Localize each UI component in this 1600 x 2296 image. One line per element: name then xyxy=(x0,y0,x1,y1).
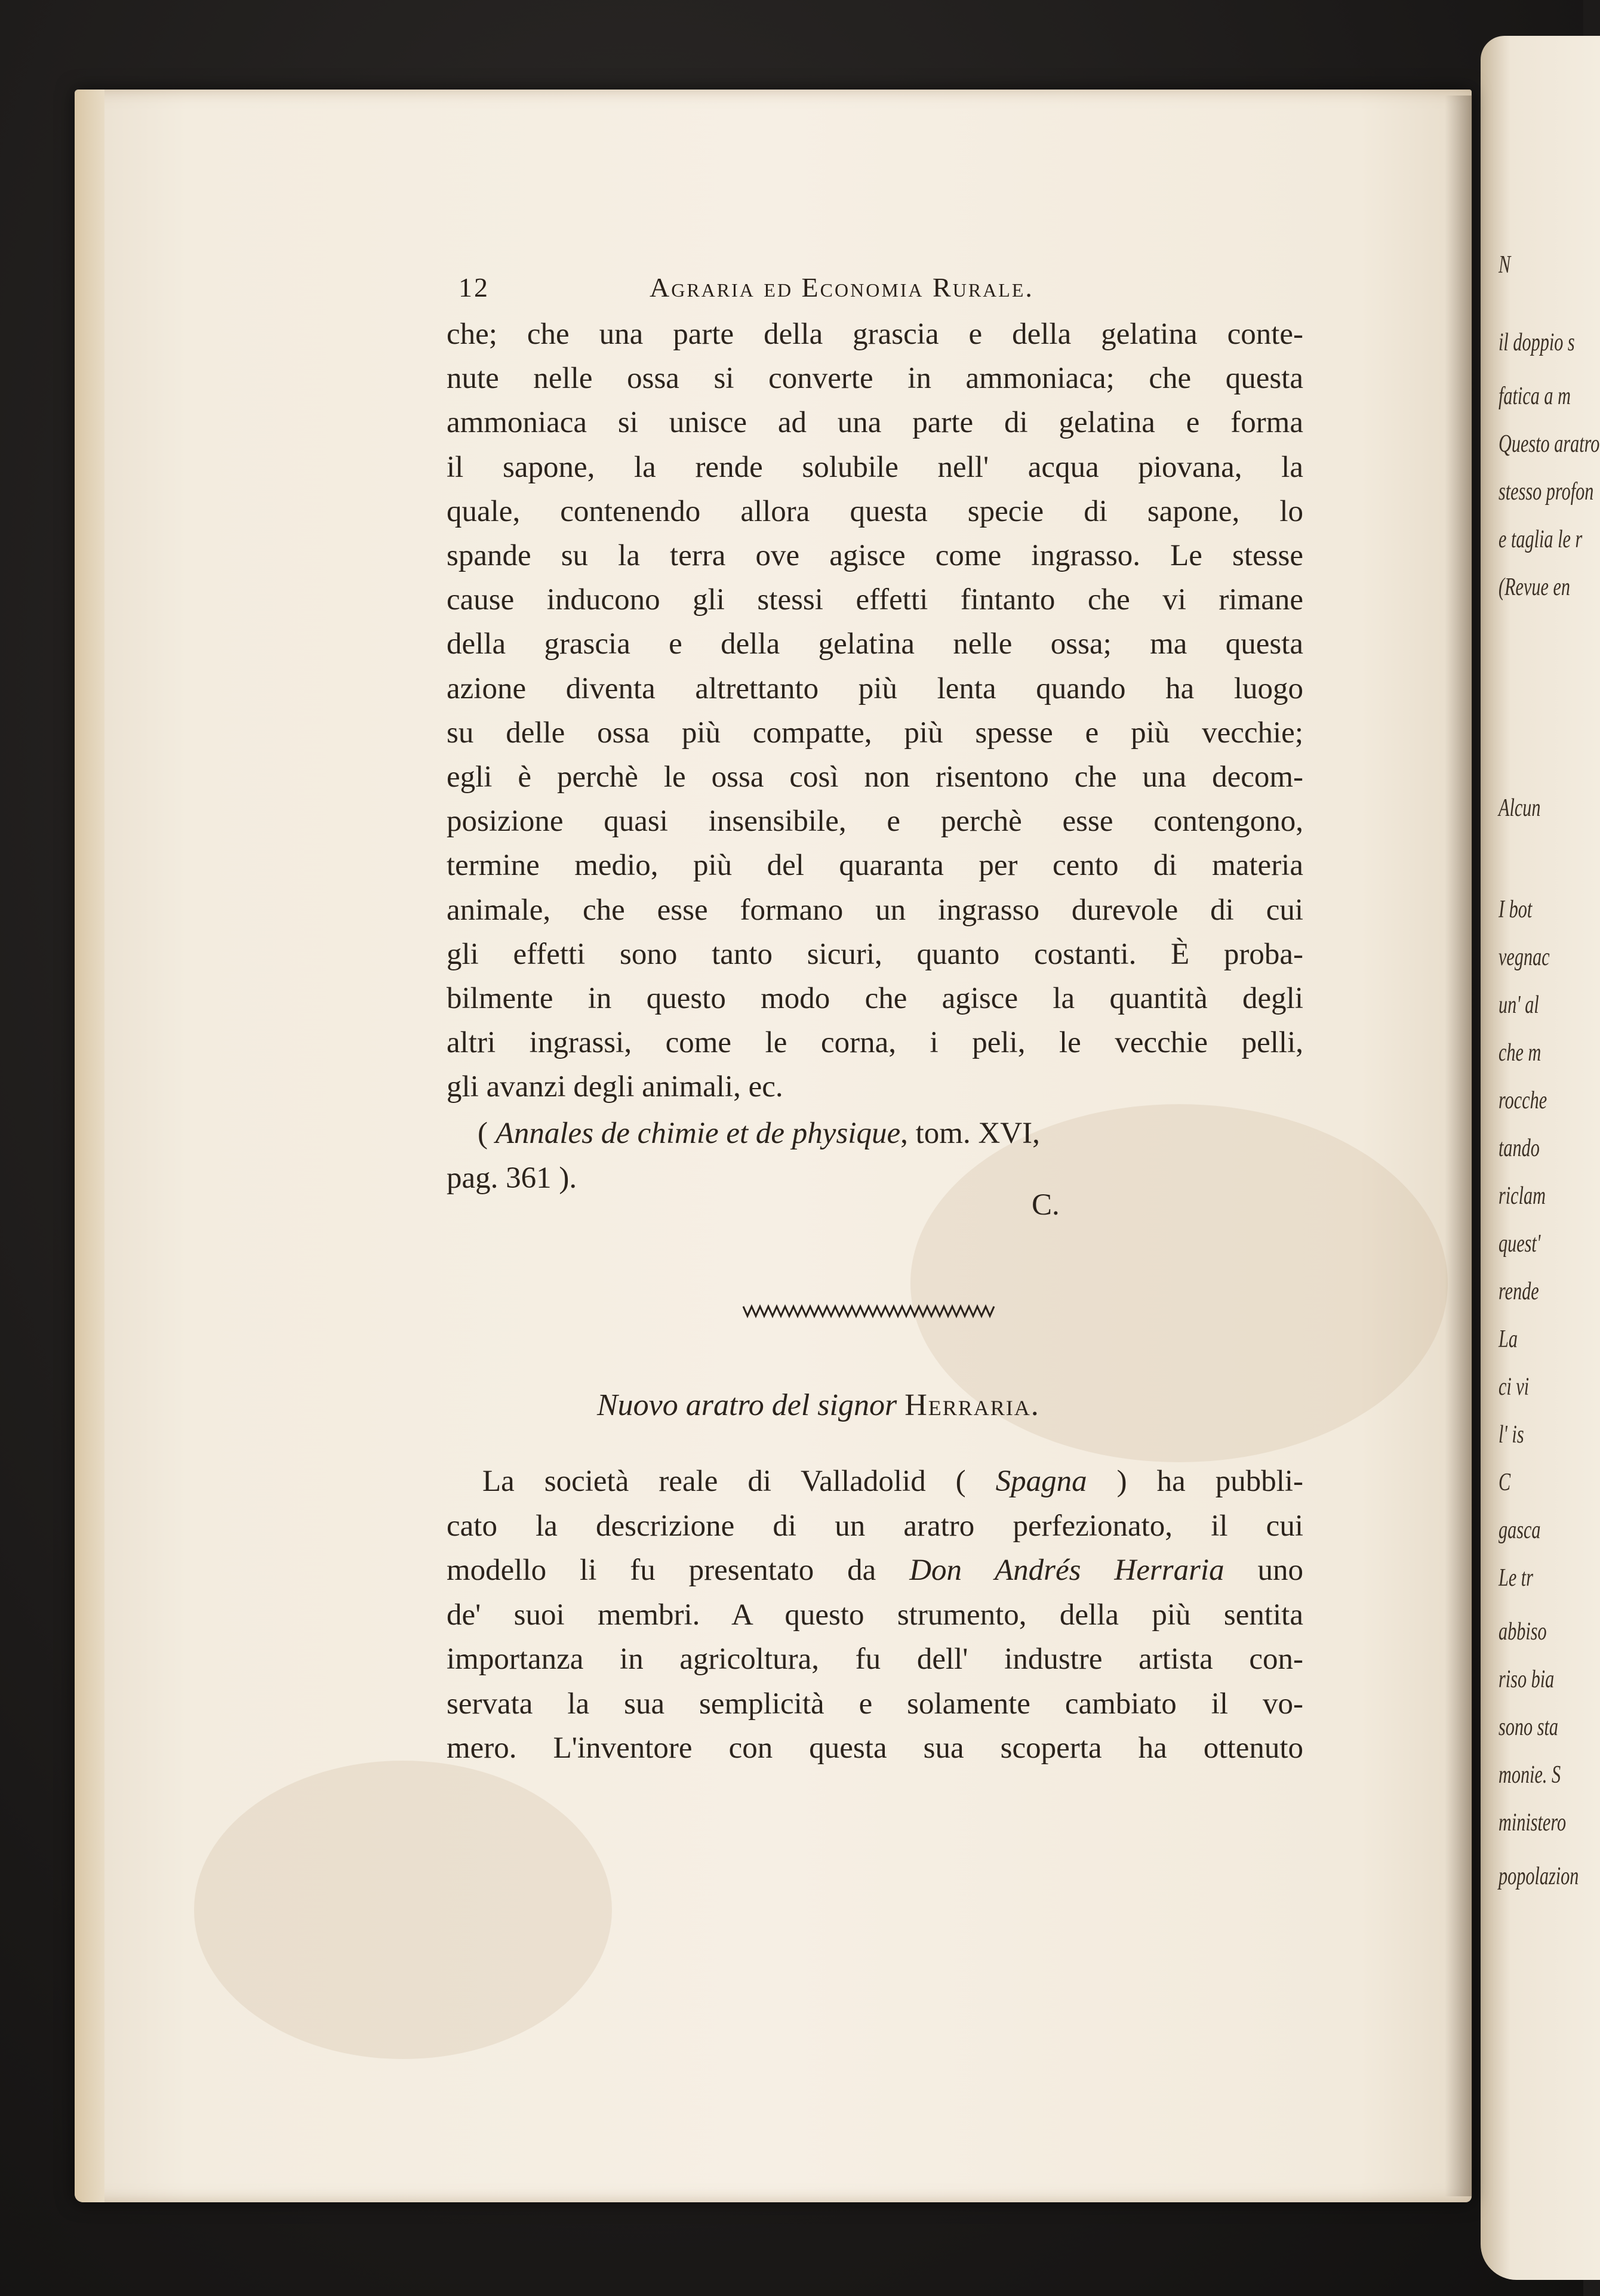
page-header xyxy=(447,272,1288,307)
section-line-text: importanza in agricoltura, fu dell' industre artista con- xyxy=(447,1642,1303,1676)
facing-page-fragment: sono sta xyxy=(1499,1713,1558,1741)
section-line xyxy=(447,1593,1303,1637)
facing-page-fragment: quest' xyxy=(1499,1230,1541,1258)
page-fold-shadow xyxy=(1445,95,1472,2196)
section-line xyxy=(447,1548,1303,1592)
body-line: il sapone, la rende solubile nell' acqua piovana, la xyxy=(447,450,1303,484)
facing-page-fragment: I bot xyxy=(1499,896,1533,923)
facing-page-fragment: La xyxy=(1499,1326,1518,1353)
page-number: 12 xyxy=(459,272,490,303)
facing-page-fragment: l' is xyxy=(1499,1421,1524,1449)
body-line: bilmente in questo modo che agisce la quantità degli xyxy=(447,982,1303,1015)
facing-page-fragment: Le tr xyxy=(1499,1564,1533,1592)
body-line: egli è perchè le ossa così non risentono che una decom- xyxy=(447,760,1303,794)
body-line: cause inducono gli stessi effetti fintanto che vi rimane xyxy=(447,583,1303,617)
citation-open: ( xyxy=(478,1117,488,1150)
facing-page-fragment: il doppio s xyxy=(1499,329,1575,356)
body-line: spande su la terra ove agisce come ingrasso. Le stesse xyxy=(447,539,1303,572)
citation-page: pag. 361 ). xyxy=(447,1161,577,1195)
facing-page-fragment: gasca xyxy=(1499,1517,1541,1544)
section-line xyxy=(447,1726,1303,1770)
section-line-text: de' suoi membri. A questo strumento, della più sentita xyxy=(447,1598,1303,1632)
section-title-name: Herraria. xyxy=(904,1388,1040,1422)
body-line: termine medio, più del quaranta per cento di materia xyxy=(447,849,1303,883)
body-line: nute nelle ossa si converte in ammoniaca; che questa xyxy=(447,362,1303,396)
body-line: che; che una parte della grascia e della gelatina conte- xyxy=(447,318,1303,351)
facing-page-fragment: popolazion xyxy=(1499,1863,1579,1890)
facing-page-fragment: e taglia le r xyxy=(1499,526,1583,553)
facing-page-fragment: Questo aratro xyxy=(1499,430,1600,458)
facing-page-fragment: Alcun xyxy=(1499,794,1541,822)
section-line xyxy=(482,1459,1303,1503)
body-line: gli effetti sono tanto sicuri, quanto costanti. È proba- xyxy=(447,937,1303,971)
facing-page-fragment: C xyxy=(1499,1469,1511,1496)
page-edge xyxy=(75,90,104,2202)
section-title xyxy=(597,1388,1134,1423)
body-line: su delle ossa più compatte, più spesse e più vecchie; xyxy=(447,716,1303,750)
facing-page-fragment: stesso profon xyxy=(1499,478,1594,506)
citation-line-1 xyxy=(478,1116,1040,1151)
facing-page-fragment: riso bia xyxy=(1499,1666,1555,1693)
facing-page-fragment: un' al xyxy=(1499,991,1539,1019)
section-line-text: ) ha pubbli- xyxy=(1116,1465,1304,1498)
section-line-text: uno xyxy=(1257,1554,1304,1587)
facing-page-fragment: che m xyxy=(1499,1039,1541,1067)
section-line xyxy=(447,1504,1303,1548)
facing-page-fragment: ministero xyxy=(1499,1809,1567,1836)
citation-source: Annales de chimie et de physique xyxy=(495,1117,901,1150)
body-line: posizione quasi insensibile, e perchè esse contengono, xyxy=(447,805,1303,839)
running-head: Agraria ed Economia Rurale. xyxy=(650,272,1034,303)
section-line-text: cato la descrizione di un aratro perfezionato, il cui xyxy=(447,1509,1303,1543)
paper-stain xyxy=(194,1761,612,2059)
facing-page-fragment: ci vi xyxy=(1499,1373,1530,1401)
facing-page-fragment: vegnac xyxy=(1499,944,1550,971)
section-line-text: servata la sua semplicità e solamente cambiato il vo- xyxy=(447,1687,1303,1721)
body-line: altri ingrassi, come le corna, i peli, le vecchie pelli, xyxy=(447,1026,1303,1060)
body-line: animale, che esse formano un ingrasso durevole di cui xyxy=(447,893,1303,927)
section-line-italic: Don Andrés Herraria xyxy=(909,1554,1224,1587)
section-line xyxy=(447,1637,1303,1681)
section-title-text: Nuovo aratro del signor xyxy=(597,1388,897,1422)
body-line: gli avanzi degli animali, ec. xyxy=(447,1070,783,1104)
facing-page-fragment: N xyxy=(1499,251,1511,279)
facing-page-fragment: rende xyxy=(1499,1278,1539,1305)
body-line: della grascia e della gelatina nelle ossa; ma questa xyxy=(447,627,1303,661)
facing-page-fragment: fatica a m xyxy=(1499,383,1571,410)
facing-page-fragment: monie. S xyxy=(1499,1761,1561,1789)
facing-page-fragment: tando xyxy=(1499,1135,1540,1162)
facing-page-fragment: (Revue en xyxy=(1499,574,1571,601)
facing-page-fragment: abbiso xyxy=(1499,1618,1547,1645)
decorative-rule xyxy=(743,1304,994,1318)
facing-page-fragment: riclam xyxy=(1499,1182,1546,1210)
section-line-text: La società reale di Valladolid ( xyxy=(482,1465,966,1498)
section-line-text: modello li fu presentato da xyxy=(447,1554,876,1587)
body-line: ammoniaca si unisce ad una parte di gelatina e forma xyxy=(447,406,1303,440)
section-line-text: mero. L'inventore con questa sua scoperta ha ottenuto xyxy=(447,1731,1303,1765)
section-line xyxy=(447,1682,1303,1726)
body-line: azione diventa altrettanto più lenta quando ha luogo xyxy=(447,671,1303,705)
section-line-italic: Spagna xyxy=(995,1465,1087,1498)
body-line: quale, contenendo allora questa specie di sapone, lo xyxy=(447,494,1303,528)
facing-page-fragment: rocche xyxy=(1499,1087,1547,1114)
facing-page xyxy=(1481,36,1600,2280)
citation-line-2 xyxy=(447,1161,577,1195)
author-initial: C. xyxy=(1032,1188,1060,1222)
citation-volume: , tom. XVI, xyxy=(900,1117,1040,1150)
